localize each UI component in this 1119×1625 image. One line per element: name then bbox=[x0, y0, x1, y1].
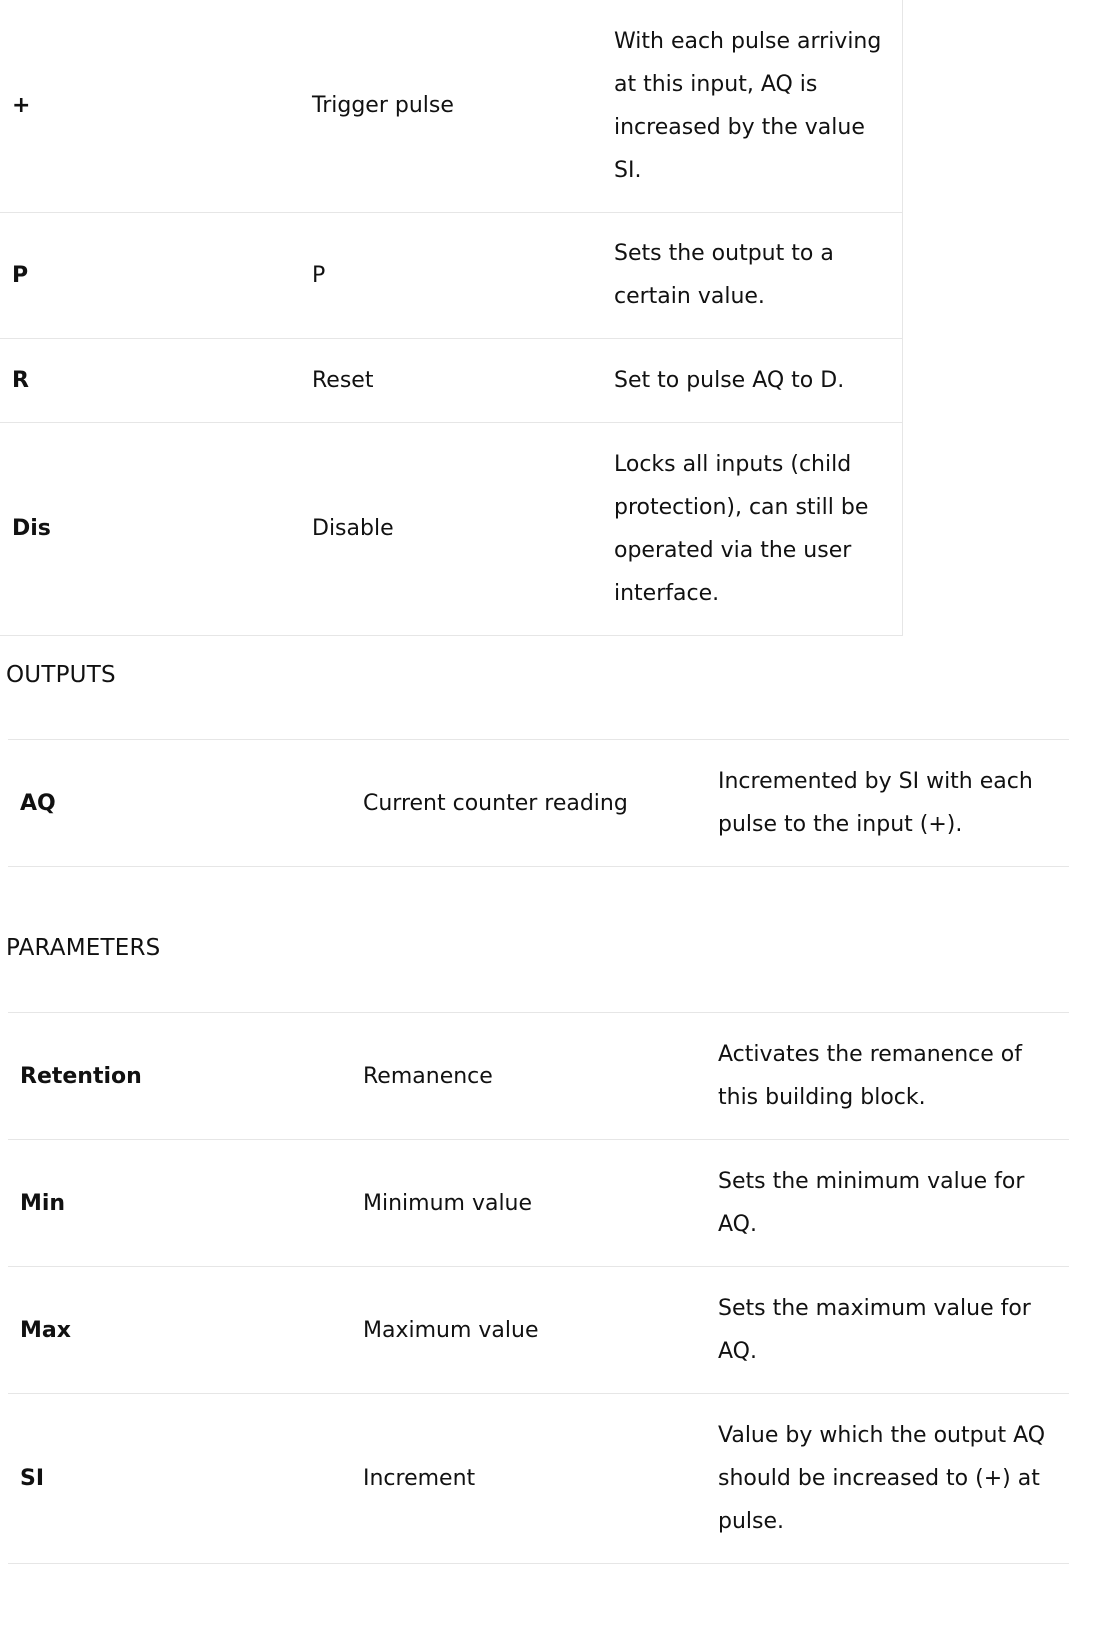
parameter-label: Increment bbox=[363, 1466, 476, 1491]
output-label: Current counter reading bbox=[363, 790, 628, 816]
parameter-description: Sets the minimum value for AQ. bbox=[718, 1169, 1025, 1237]
parameter-label: Minimum value bbox=[363, 1190, 533, 1216]
table-row bbox=[8, 1267, 1069, 1394]
input-name: Dis bbox=[12, 516, 51, 541]
input-label: Reset bbox=[312, 367, 374, 393]
output-description: Incremented by SI with each pulse to the input (+). bbox=[718, 769, 1033, 837]
parameter-name: Min bbox=[20, 1190, 66, 1216]
parameter-description: Activates the remanence of this building block. bbox=[718, 1042, 1022, 1110]
table-row bbox=[8, 740, 1069, 867]
outputs-table bbox=[8, 739, 1069, 867]
parameter-description: Value by which the output AQ should be increased to (+) at pulse. bbox=[718, 1423, 1046, 1534]
table-row bbox=[8, 1394, 1069, 1564]
inputs-table bbox=[0, 0, 903, 636]
table-row bbox=[0, 422, 903, 635]
input-description: Set to pulse AQ to D. bbox=[614, 367, 845, 393]
input-description: Locks all inputs (child protection), can still be operated via the user interface. bbox=[614, 451, 869, 606]
parameter-description: Sets the maximum value for AQ. bbox=[718, 1296, 1031, 1364]
input-description: Sets the output to a certain value. bbox=[614, 241, 834, 309]
output-name: AQ bbox=[20, 790, 56, 816]
input-name: + bbox=[12, 93, 31, 119]
input-label: P bbox=[312, 262, 326, 288]
input-label: Disable bbox=[312, 516, 394, 541]
table-row bbox=[0, 338, 903, 422]
parameter-label: Maximum value bbox=[363, 1317, 539, 1343]
parameter-name: SI bbox=[20, 1466, 45, 1491]
table-row bbox=[0, 0, 903, 212]
input-name: R bbox=[12, 367, 29, 393]
input-name: P bbox=[12, 262, 29, 288]
outputs-heading: OUTPUTS bbox=[6, 662, 116, 688]
input-label: Trigger pulse bbox=[312, 93, 454, 119]
table-row bbox=[8, 1013, 1069, 1140]
input-description: With each pulse arriving at this input, AQ is increased by the value SI. bbox=[614, 28, 882, 183]
table-row bbox=[0, 212, 903, 338]
parameters-heading: PARAMETERS bbox=[6, 935, 161, 961]
parameters-table bbox=[8, 1012, 1069, 1564]
table-row bbox=[8, 1140, 1069, 1267]
parameter-label: Remanence bbox=[363, 1063, 493, 1089]
parameter-name: Max bbox=[20, 1317, 71, 1343]
parameter-name: Retention bbox=[20, 1063, 142, 1089]
